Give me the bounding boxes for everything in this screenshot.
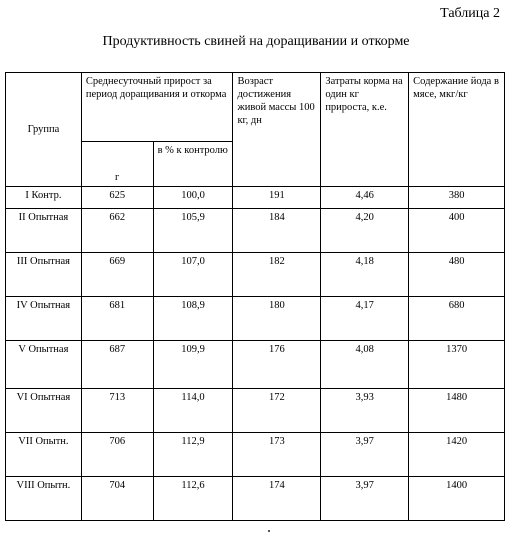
cell-age: 173 — [233, 433, 321, 477]
cell-gain-pct: 112,9 — [153, 433, 233, 477]
productivity-table — [5, 72, 505, 521]
cell-group: VII Опытн. — [6, 433, 82, 477]
table-row — [6, 433, 505, 477]
table-caption: Продуктивность свиней на доращивании и откорме — [102, 34, 410, 49]
header-iodine: Содержание йода в мясе, мкг/кг — [409, 73, 505, 187]
cell-iodine: 400 — [409, 209, 505, 253]
cell-gain-g: 706 — [81, 433, 153, 477]
cell-iodine: 1480 — [409, 389, 505, 433]
cell-group: VI Опытная — [6, 389, 82, 433]
table-row — [6, 253, 505, 297]
header-gain-pct: в % к контролю — [153, 142, 233, 187]
cell-feed: 4,17 — [321, 297, 409, 341]
cell-feed: 4,18 — [321, 253, 409, 297]
cell-iodine: 480 — [409, 253, 505, 297]
cell-gain-pct: 100,0 — [153, 187, 233, 209]
cell-gain-pct: 108,9 — [153, 297, 233, 341]
cell-gain-pct: 114,0 — [153, 389, 233, 433]
cell-group: VIII Опытн. — [6, 477, 82, 521]
header-age: Возраст достижения живой массы 100 кг, дн — [233, 73, 321, 187]
cell-group: I Контр. — [6, 187, 82, 209]
cell-age: 174 — [233, 477, 321, 521]
cell-gain-g: 681 — [81, 297, 153, 341]
cell-gain-g: 669 — [81, 253, 153, 297]
cell-feed: 3,93 — [321, 389, 409, 433]
cell-group: II Опытная — [6, 209, 82, 253]
header-gain: Среднесуточный прирост за период доращивания и откорма — [81, 73, 233, 142]
cell-age: 176 — [233, 341, 321, 389]
cell-group: IV Опытная — [6, 297, 82, 341]
cell-feed: 3,97 — [321, 477, 409, 521]
cell-group: III Опытная — [6, 253, 82, 297]
scan-speck — [268, 530, 270, 532]
cell-feed: 3,97 — [321, 433, 409, 477]
cell-gain-g: 687 — [81, 341, 153, 389]
table-row — [6, 297, 505, 341]
cell-gain-g: 625 — [81, 187, 153, 209]
header-feed: Затраты корма на один кг прироста, к.е. — [321, 73, 409, 187]
cell-feed: 4,20 — [321, 209, 409, 253]
table-row — [6, 187, 505, 209]
cell-gain-pct: 112,6 — [153, 477, 233, 521]
table-number: Таблица 2 — [440, 6, 500, 21]
table-row — [6, 341, 505, 389]
cell-iodine: 680 — [409, 297, 505, 341]
cell-feed: 4,08 — [321, 341, 409, 389]
cell-feed: 4,46 — [321, 187, 409, 209]
header-row — [6, 73, 505, 142]
cell-age: 184 — [233, 209, 321, 253]
cell-gain-pct: 107,0 — [153, 253, 233, 297]
cell-gain-g: 662 — [81, 209, 153, 253]
header-gain-g: г — [81, 142, 153, 187]
cell-iodine: 380 — [409, 187, 505, 209]
cell-age: 191 — [233, 187, 321, 209]
cell-gain-g: 713 — [81, 389, 153, 433]
cell-age: 182 — [233, 253, 321, 297]
cell-age: 172 — [233, 389, 321, 433]
cell-age: 180 — [233, 297, 321, 341]
cell-gain-pct: 105,9 — [153, 209, 233, 253]
cell-group: V Опытная — [6, 341, 82, 389]
table-row — [6, 477, 505, 521]
cell-iodine: 1400 — [409, 477, 505, 521]
cell-gain-pct: 109,9 — [153, 341, 233, 389]
table-row — [6, 209, 505, 253]
table-row — [6, 389, 505, 433]
cell-iodine: 1370 — [409, 341, 505, 389]
header-group: Группа — [6, 73, 82, 187]
cell-gain-g: 704 — [81, 477, 153, 521]
cell-iodine: 1420 — [409, 433, 505, 477]
